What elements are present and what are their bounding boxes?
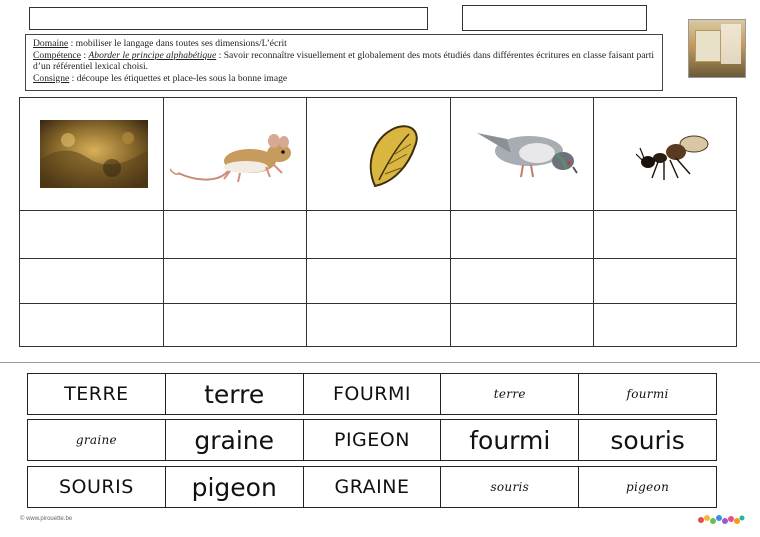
competence-italic: Aborder le principe alphabétique <box>88 49 217 61</box>
word-label[interactable] <box>166 467 304 507</box>
publisher-logo <box>697 514 745 526</box>
fourmi-image <box>636 132 714 184</box>
domain-line <box>33 38 655 50</box>
word-label[interactable] <box>579 374 716 414</box>
word-label-text: fourmi <box>469 425 551 455</box>
word-label[interactable] <box>441 420 579 460</box>
word-label[interactable] <box>28 420 166 460</box>
word-label-text: souris <box>610 425 685 455</box>
word-label[interactable] <box>304 420 442 460</box>
word-label-text: PIGEON <box>334 429 410 451</box>
word-label[interactable] <box>28 467 166 507</box>
competence-sep: : <box>80 49 89 61</box>
word-label[interactable] <box>579 467 716 507</box>
word-label-text: TERRE <box>64 383 129 405</box>
word-label-text: graine <box>194 425 275 455</box>
label-row <box>27 373 717 415</box>
date-field[interactable] <box>462 5 647 31</box>
word-label-text: FOURMI <box>332 383 411 405</box>
cut-line <box>0 362 760 363</box>
word-label-text: terre <box>493 387 526 401</box>
terre-image <box>40 120 148 188</box>
label-row <box>27 419 717 461</box>
word-label[interactable] <box>579 420 716 460</box>
label-row <box>27 466 717 508</box>
competence-line <box>33 50 655 73</box>
picture-table <box>19 97 737 347</box>
souris-image <box>170 123 298 185</box>
word-label[interactable] <box>441 374 579 414</box>
word-label-text: SOURIS <box>59 476 134 498</box>
name-field[interactable] <box>29 7 428 30</box>
word-label-text: GRAINE <box>334 476 410 498</box>
footer-url: © www.pirouette.be <box>20 516 73 522</box>
word-label[interactable] <box>166 374 304 414</box>
competence-text: : Savoir reconnaître visuellement et globalement des mots étudiés dans différentes écritures en classe faisant parti d’un référentiel lexical choisi. <box>33 49 655 72</box>
pigeon-image <box>477 123 585 185</box>
word-label-text: graine <box>75 433 117 447</box>
word-label[interactable] <box>28 374 166 414</box>
word-label-text: fourmi <box>626 387 669 401</box>
word-label-text: pigeon <box>191 472 277 502</box>
domain-text: : mobiliser le langage dans toutes ses dimensions/L’écrit <box>68 38 287 49</box>
consigne-line <box>33 73 655 85</box>
book-cover-thumbnail <box>688 19 746 78</box>
word-label-text: souris <box>490 480 530 494</box>
graine-image <box>365 124 423 192</box>
consigne-label: Consigne <box>33 72 70 84</box>
consigne-text: : découpe les étiquettes et place-les sous la bonne image <box>69 72 288 84</box>
instructions-box <box>25 34 663 91</box>
domain-label: Domaine <box>33 38 69 49</box>
word-label-text: terre <box>204 379 265 409</box>
competence-label: Compétence <box>33 49 81 61</box>
word-label[interactable] <box>441 467 579 507</box>
word-label-text: pigeon <box>626 480 670 494</box>
word-label[interactable] <box>166 420 304 460</box>
word-label[interactable] <box>304 374 442 414</box>
word-label[interactable] <box>304 467 442 507</box>
